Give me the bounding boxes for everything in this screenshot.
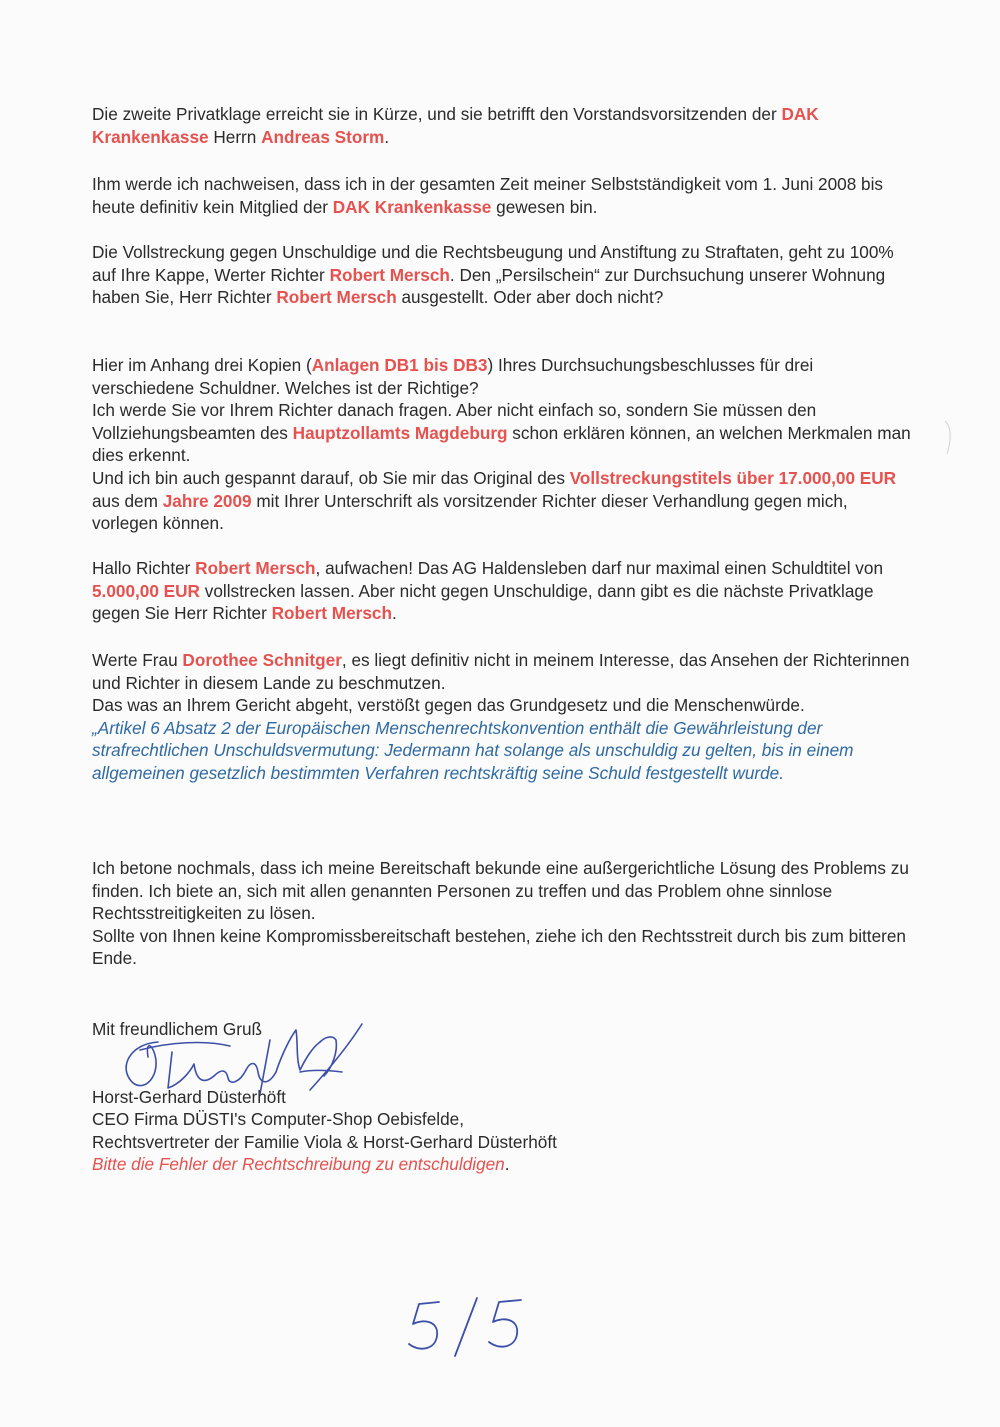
body-text: ) Ihres Durchsuchungsbeschlusses für drei verschiedene Schuldner. Welches ist der Richtige? xyxy=(92,355,814,398)
handwritten-signature xyxy=(110,1012,380,1102)
highlighted-text: Anlagen DB1 bis DB3 xyxy=(311,355,488,375)
body-text: Ich werde Sie vor Ihrem Richter danach fragen. Aber nicht einfach so, sondern Sie müssen den Vollziehungsbeamten des xyxy=(92,400,817,443)
paragraph-settlement xyxy=(92,857,912,970)
apology-period: . xyxy=(504,1154,510,1175)
body-text: Die Vollstreckung gegen Unschuldige und die Rechtsbeugung und Anstiftung zu Straftaten, geht zu 100% auf Ihre Kappe, Werter Richter xyxy=(92,242,894,285)
paragraph-second-private-claim xyxy=(92,103,912,148)
highlighted-text: Robert Mersch xyxy=(195,558,316,578)
highlighted-text: Robert Mersch xyxy=(329,264,450,285)
body-text: gewesen bin. xyxy=(491,196,598,217)
body-text: , aufwachen! Das AG Haldensleben darf nur maximal einen Schuldtitel von xyxy=(315,558,884,578)
page-number xyxy=(395,1290,545,1360)
body-text: Ich betone nochmals, dass ich meine Bereitschaft bekunde eine außergerichtliche Lösung des Problems zu finden. Ich biete an, sich mit allen genannten Personen zu treffen und das Problem ohne sinnlose Rechtsstreitigkeiten zu lösen. xyxy=(92,858,909,924)
body-text: mit Ihrer Unterschrift als vorsitzender Richter dieser Verhandlung gegen mich, vorlegen können. xyxy=(92,490,848,534)
highlighted-text: DAK Krankenkasse xyxy=(332,196,492,217)
body-text: Werte Frau xyxy=(92,650,183,670)
body-text: Ihm werde ich nachweisen, dass ich in der gesamten Zeit meiner Selbstständigkeit vom 1. Juni 2008 bis heute definitiv kein Mitglied der xyxy=(92,174,884,217)
paper-mark xyxy=(935,418,957,458)
paragraph-enforcement xyxy=(92,241,912,309)
highlighted-text: DAK Krankenkasse xyxy=(92,104,819,147)
paragraph-dak-membership xyxy=(92,173,912,218)
body-text: Herrn xyxy=(208,126,262,147)
sender-name: Horst-Gerhard Düsterhöft xyxy=(92,1086,286,1107)
body-text: . Den „Persilschein“ zur Durchsuchung unserer Wohnung haben Sie, Herr Richter xyxy=(92,264,886,308)
apology-line xyxy=(92,1153,792,1176)
highlighted-text: Robert Mersch xyxy=(271,603,392,624)
body-text: . xyxy=(391,603,397,624)
closing-greeting: Mit freundlichem Gruß xyxy=(92,1019,263,1039)
body-text: Das was an Ihrem Gericht abgeht, verstößt gegen das Grundgesetz und die Menschenwürde. xyxy=(92,695,805,716)
body-text: schon erklären können, an welchen Merkmalen man dies erkennt. xyxy=(92,422,911,466)
page-number-handwritten-icon xyxy=(395,1290,545,1360)
highlighted-text: Andreas Storm xyxy=(261,126,385,147)
body-text: Hier im Anhang drei Kopien ( xyxy=(92,355,312,375)
body-text: ausgestellt. Oder aber doch nicht? xyxy=(396,287,664,308)
sender-title: CEO Firma DÜSTI's Computer-Shop Oebisfelde, xyxy=(92,1109,464,1130)
paragraph-dorothee xyxy=(92,649,912,785)
highlighted-text: Robert Mersch xyxy=(276,287,397,308)
body-text: Und ich bin auch gespannt darauf, ob Sie mir das Original des xyxy=(92,467,570,488)
highlighted-text: Hauptzollamts Magdeburg xyxy=(292,422,508,443)
paragraph-attachments xyxy=(92,354,912,535)
quote-text: „Artikel 6 Absatz 2 der Europäischen Menschenrechtskonvention enthält die Gewährleistung der strafrechtlichen Unschuldsvermutung: Jedermann hat solange als unschuldig zu gelten, bis in einem allgemeinen gesetzlich bestimmten Verfahren rechtskräftig seine Schuld festgestellt wurde. xyxy=(92,717,854,783)
highlighted-text: Dorothee Schnitger xyxy=(182,650,342,670)
body-text: Die zweite Privatklage erreicht sie in Kürze, und sie betrifft den Vorstandsvorsitzenden der xyxy=(92,104,782,124)
body-text: aus dem xyxy=(92,490,163,511)
highlighted-text: 5.000,00 EUR xyxy=(92,580,200,601)
body-text: Sollte von Ihnen keine Kompromissbereitschaft bestehen, ziehe ich den Rechtsstreit durch bis zum bitteren Ende. xyxy=(92,925,906,969)
body-text: . xyxy=(384,126,390,147)
paragraph-wake-up xyxy=(92,557,912,625)
highlighted-text: Vollstreckungstitels über 17.000,00 EUR xyxy=(569,467,897,488)
apology-text: Bitte die Fehler der Rechtschreibung zu entschuldigen xyxy=(92,1154,505,1175)
sender-role: Rechtsvertreter der Familie Viola & Horst-Gerhard Düsterhöft xyxy=(92,1131,557,1152)
body-text: Hallo Richter xyxy=(92,558,196,578)
body-text: vollstrecken lassen. Aber nicht gegen Unschuldige, dann gibt es die nächste Privatklage gegen Sie Herr Richter xyxy=(92,580,874,624)
highlighted-text: Jahre 2009 xyxy=(162,490,252,511)
body-text: , es liegt definitiv nicht in meinem Interesse, das Ansehen der Richterinnen und Richter in diesem Lande zu beschmutzen. xyxy=(92,650,910,693)
